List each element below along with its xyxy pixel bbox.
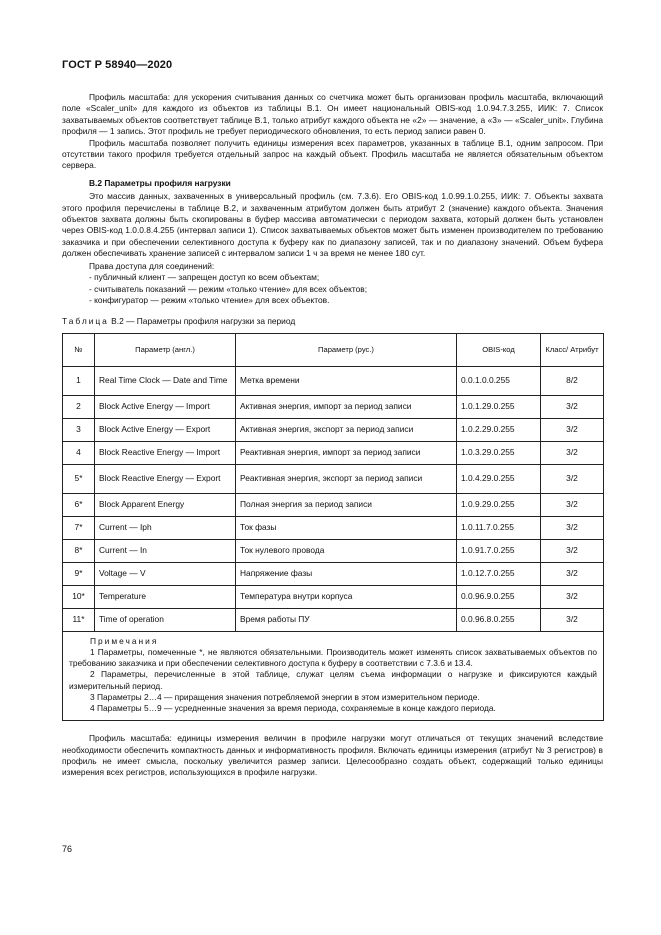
table-notes [63,631,604,720]
table-row [63,516,604,539]
cell-param-ru: Реактивная энергия, экспорт за период записи [236,464,457,493]
cell-number: 11* [63,608,95,631]
note-2: 2 Параметры, перечисленные в этой таблице, служат целям съема информации о нагрузке и фиксируются каждый измерительный период. [69,669,597,691]
header-param-en: Параметр (англ.) [95,333,236,366]
cell-param-ru: Напряжение фазы [236,562,457,585]
table-row [63,366,604,395]
cell-number: 6* [63,493,95,516]
table-caption-word: Таблица [62,316,109,327]
table-row [63,585,604,608]
cell-class-attr: 3/2 [541,464,604,493]
cell-param-ru: Полная энергия за период записи [236,493,457,516]
cell-class-attr: 3/2 [541,585,604,608]
table-row [63,539,604,562]
cell-param-en: Block Active Energy — Export [95,418,236,441]
cell-obis: 0.0.96.8.0.255 [457,608,541,631]
header-number: № [63,333,95,366]
table-row [63,441,604,464]
table-row [63,395,604,418]
cell-param-ru: Активная энергия, импорт за период записи [236,395,457,418]
cell-obis: 1.0.11.7.0.255 [457,516,541,539]
table-row [63,562,604,585]
cell-param-en: Time of operation [95,608,236,631]
cell-obis: 1.0.3.29.0.255 [457,441,541,464]
cell-number: 8* [63,539,95,562]
table-row [63,418,604,441]
cell-param-en: Real Time Clock — Date and Time [95,366,236,395]
header-obis: OBIS-код [457,333,541,366]
notes-title: Примечания [90,635,159,646]
cell-number: 3 [63,418,95,441]
cell-param-en: Block Reactive Energy — Import [95,441,236,464]
cell-param-ru: Реактивная энергия, импорт за период записи [236,441,457,464]
cell-class-attr: 3/2 [541,418,604,441]
table-row [63,608,604,631]
cell-class-attr: 3/2 [541,395,604,418]
access-item-reader: - считыватель показаний — режим «только чтение» для всех объектов; [89,283,368,294]
cell-class-attr: 3/2 [541,608,604,631]
cell-number: 2 [63,395,95,418]
cell-param-en: Temperature [95,585,236,608]
table-caption-text: В.2 — Параметры профиля нагрузки за период [108,316,296,327]
table-row [63,493,604,516]
page-number: 76 [62,844,73,854]
cell-param-en: Current — In [95,539,236,562]
header-class-attr: Класс/ Атрибут [541,333,604,366]
section-heading: В.2 Параметры профиля нагрузки [89,177,231,188]
note-1: 1 Параметры, помеченные *, не являются обязательными. Производитель может изменять список захватываемых объектов по требованию заказчика и при обеспечении селективного доступа к буферу в соответствии с 7.3.6 и 13.4. [69,646,597,669]
cell-param-en: Block Reactive Energy — Export [95,464,236,493]
cell-obis: 1.0.9.29.0.255 [457,493,541,516]
intro-paragraph-1: Профиль масштаба: для ускорения считывания данных со счетчика может быть организован профиль масштаба, включающий поле «Scaler_unit» для каждого из объектов из таблицы В.1. Он имеет национальный OBIS-код 1.0.94.7.3.255, ИИК: 7. Список захватываемых объектов соответствует таблице В.1, только атрибут каждого объекта не «2» — значение, а «3» — «Scaler_unit». Глубина профиля — 1 запись. Этот профиль не требует периодического обновления, то есть период записи равен 0. [62,92,603,137]
cell-param-ru: Ток нулевого провода [236,539,457,562]
note-3: 3 Параметры 2…4 — приращения значения потребляемой энергии в этом измерительном периоде. [90,691,480,702]
cell-param-en: Current — Iph [95,516,236,539]
cell-obis: 1.0.12.7.0.255 [457,562,541,585]
cell-number: 4 [63,441,95,464]
table-row [63,464,604,493]
cell-class-attr: 3/2 [541,493,604,516]
access-item-configurator: - конфигуратор — режим «только чтение» для всех объектов. [89,294,330,305]
note-4: 4 Параметры 5…9 — усредненные значения за время периода, сохраняемые в конце каждого периода. [90,702,496,713]
cell-class-attr: 3/2 [541,562,604,585]
cell-class-attr: 3/2 [541,539,604,562]
table-header-row [63,333,604,366]
cell-obis: 1.0.4.29.0.255 [457,464,541,493]
cell-obis: 1.0.91.7.0.255 [457,539,541,562]
cell-class-attr: 3/2 [541,441,604,464]
cell-number: 9* [63,562,95,585]
cell-number: 7* [63,516,95,539]
cell-class-attr: 8/2 [541,366,604,395]
access-item-public: - публичный клиент — запрещен доступ ко всем объектам; [89,272,320,283]
cell-param-en: Block Active Energy — Import [95,395,236,418]
cell-param-ru: Активная энергия, экспорт за период записи [236,418,457,441]
cell-number: 10* [63,585,95,608]
cell-param-ru: Ток фазы [236,516,457,539]
cell-param-ru: Метка времени [236,366,457,395]
section-paragraph: Это массив данных, захваченных в универсальный профиль (см. 7.3.6). Его OBIS-код 1.0.99.1.0.255, ИИК: 7. Объекты захвата этого профиля перечислены в таблице В.2, и захваченным атрибутом должен быть атрибут 2 (значение) каждого объекта. Значения объектов захвата должны быть скопированы в буфер массива автоматически с периодом захвата, который должен быть установлен через OBIS-код 1.0.0.8.4.255 (интервал записи 1). Список захватываемых объектов может быть изменен производителем по требованию заказчика и при обеспечении селективного доступа к буферу как по диапазону записей, так и по диапазону значений. Объем буфера должен обеспечивать хранение записей с интервалом записи 1 ч за время не менее 180 сут. [62,191,603,259]
cell-obis: 0.0.96.9.0.255 [457,585,541,608]
cell-number: 5* [63,464,95,493]
load-profile-table [62,333,604,721]
cell-param-ru: Время работы ПУ [236,608,457,631]
header-param-ru: Параметр (рус.) [236,333,457,366]
cell-param-en: Block Apparent Energy [95,493,236,516]
cell-obis: 1.0.2.29.0.255 [457,418,541,441]
intro-paragraph-2: Профиль масштаба позволяет получить единицы измерения всех параметров, указанных в таблице В.1, одним запросом. При отсутствии такого профиля требуется отдельный запрос на каждый объект. Профиль масштаба не является обязательным объектом сервера. [62,137,603,171]
access-rights-intro: Права доступа для соединений: [89,260,215,271]
cell-param-ru: Температура внутри корпуса [236,585,457,608]
cell-class-attr: 3/2 [541,516,604,539]
cell-param-en: Voltage — V [95,562,236,585]
page-content [62,92,603,779]
table-notes-row [63,631,604,720]
cell-obis: 1.0.1.29.0.255 [457,395,541,418]
cell-obis: 0.0.1.0.0.255 [457,366,541,395]
cell-number: 1 [63,366,95,395]
table-caption [62,316,603,327]
closing-paragraph: Профиль масштаба: единицы измерения величин в профиле нагрузки могут отличаться от текущих значений вследствие необходимости обеспечить компактность данных и информативность профиля. Включать единицы измерения (атрибут № 3 регистров) в профиль не имеет смысла, поскольку увеличится размер записи. Целесообразно создать объект, содержащий только единицы измерения всех регистров, использующихся в профиле нагрузки. [62,733,603,778]
document-header: ГОСТ Р 58940—2020 [62,59,173,71]
